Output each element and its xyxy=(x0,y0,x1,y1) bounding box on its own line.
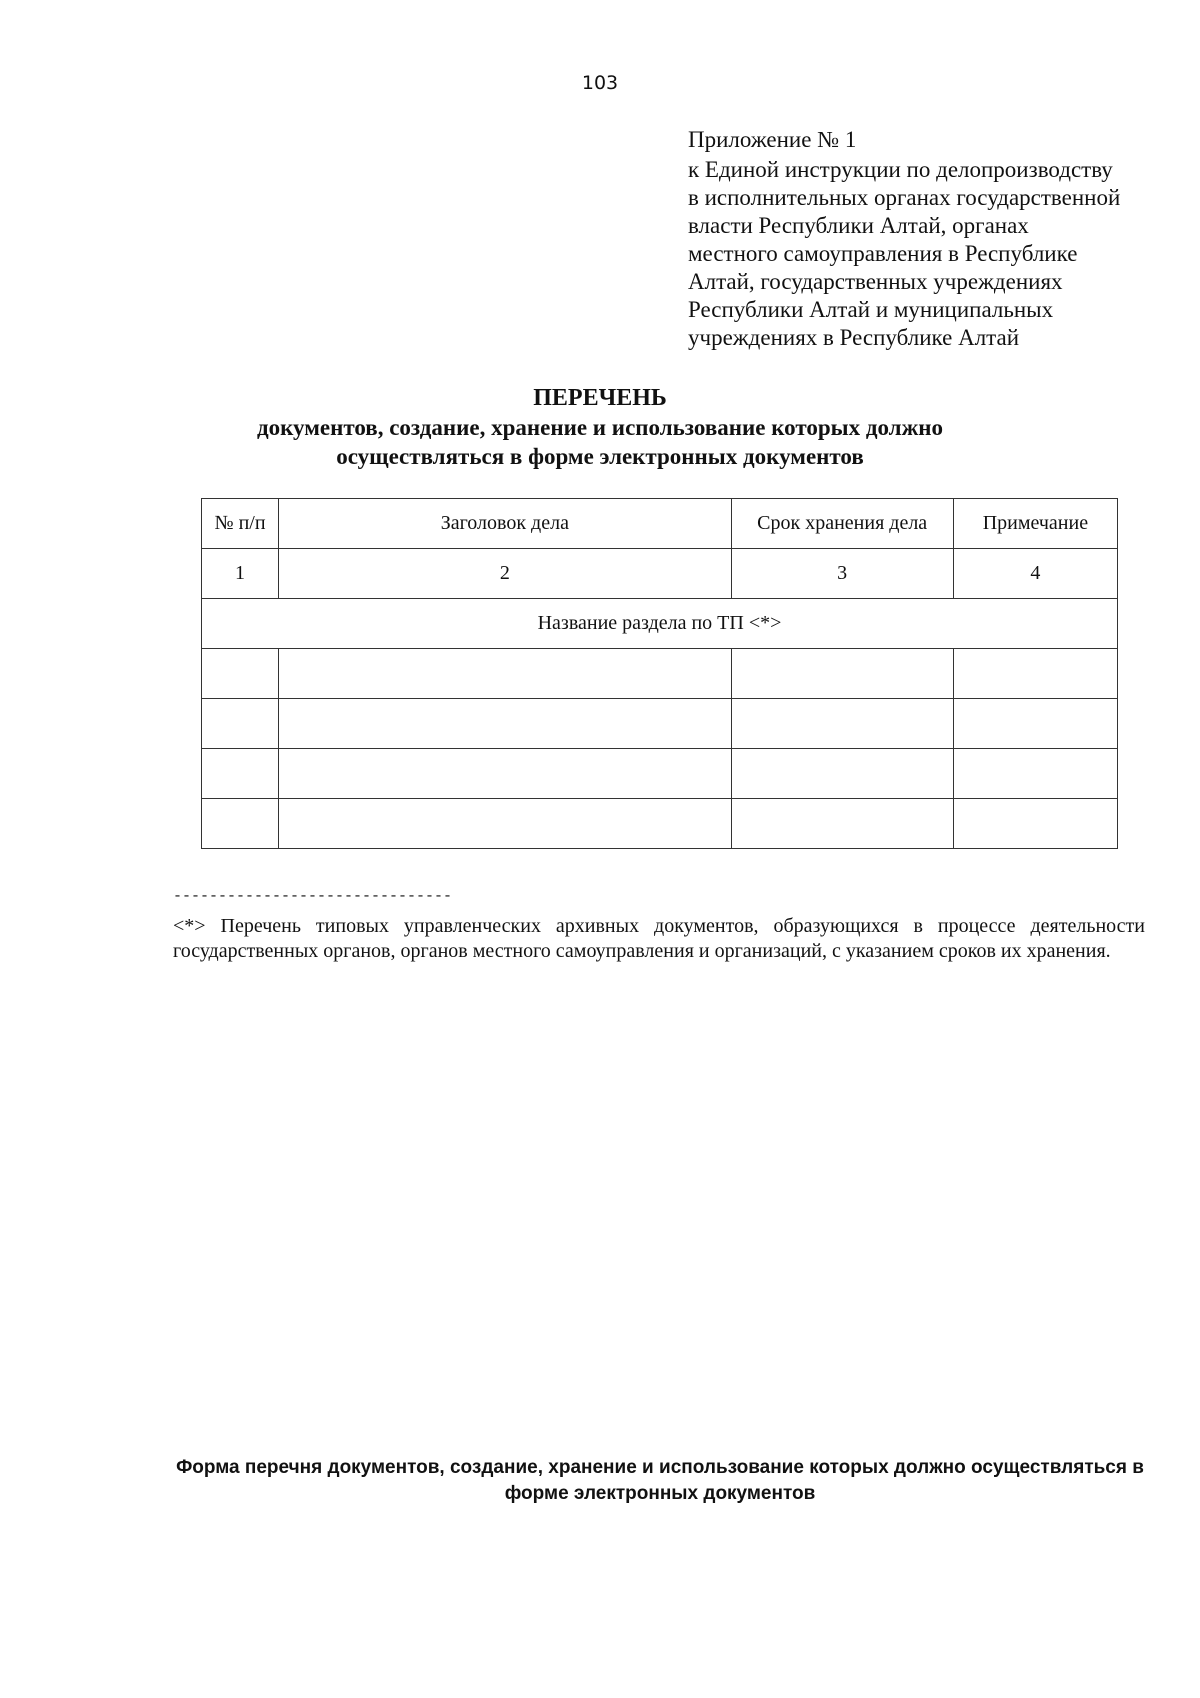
table-cell xyxy=(279,699,731,749)
table-row xyxy=(202,799,1118,849)
appendix-line: в исполнительных органах государственной xyxy=(688,185,1121,210)
section-name-cell: Название раздела по ТП <*> xyxy=(202,599,1118,649)
table-cell xyxy=(202,749,279,799)
column-number-cell: 3 xyxy=(731,549,953,599)
footnote-separator: ------------------------------- xyxy=(173,888,453,905)
header-cell-number: № п/п xyxy=(202,499,279,549)
appendix-block xyxy=(688,126,1188,352)
table-row xyxy=(202,749,1118,799)
table-cell xyxy=(731,799,953,849)
appendix-line: местного самоуправления в Республике xyxy=(688,241,1078,266)
table-cell xyxy=(279,749,731,799)
appendix-line: Республики Алтай и муниципальных xyxy=(688,297,1054,322)
document-title-line: осуществляться в форме электронных документов xyxy=(336,444,864,469)
table-cell xyxy=(279,799,731,849)
table-cell xyxy=(953,649,1117,699)
form-caption-line: форме электронных документов xyxy=(504,1483,816,1504)
table-cell xyxy=(202,649,279,699)
table-header-row xyxy=(202,499,1118,549)
column-number-cell: 4 xyxy=(953,549,1117,599)
form-caption xyxy=(0,1455,1200,1507)
column-number-cell: 2 xyxy=(279,549,731,599)
appendix-line: учреждениях в Республике Алтай xyxy=(688,325,1020,350)
section-row xyxy=(202,599,1118,649)
column-number-cell: 1 xyxy=(202,549,279,599)
table-row xyxy=(202,649,1118,699)
table-cell xyxy=(202,799,279,849)
document-title-main: ПЕРЕЧЕНЬ xyxy=(533,385,667,411)
appendix-line: власти Республики Алтай, органах xyxy=(688,213,1029,238)
document-title xyxy=(0,384,1200,471)
footnote-text: <*> Перечень типовых управленческих архивных документов, образующихся в процессе деятельности государственных органов, органов местного самоуправления и организаций, с указанием сроков их хранения. xyxy=(173,915,1145,962)
table-row xyxy=(202,699,1118,749)
table-cell xyxy=(202,699,279,749)
table-cell xyxy=(731,749,953,799)
page-number: 103 xyxy=(581,72,619,94)
table-cell xyxy=(279,649,731,699)
header-cell-case-title: Заголовок дела xyxy=(279,499,731,549)
header-cell-note: Примечание xyxy=(953,499,1117,549)
document-title-line: документов, создание, хранение и использование которых должно xyxy=(256,415,944,440)
table-cell xyxy=(953,749,1117,799)
appendix-line: Алтай, государственных учреждениях xyxy=(688,269,1063,294)
appendix-number: Приложение № 1 xyxy=(688,127,857,152)
header-cell-storage-term: Срок хранения дела xyxy=(731,499,953,549)
table-cell xyxy=(731,649,953,699)
column-number-row xyxy=(202,549,1118,599)
table-cell xyxy=(731,699,953,749)
table-cell xyxy=(953,699,1117,749)
appendix-line: к Единой инструкции по делопроизводству xyxy=(688,157,1113,182)
documents-table xyxy=(201,498,1118,849)
table-cell xyxy=(953,799,1117,849)
form-caption-line: Форма перечня документов, создание, хранение и использование которых должно осуществляться в xyxy=(176,1457,1144,1478)
